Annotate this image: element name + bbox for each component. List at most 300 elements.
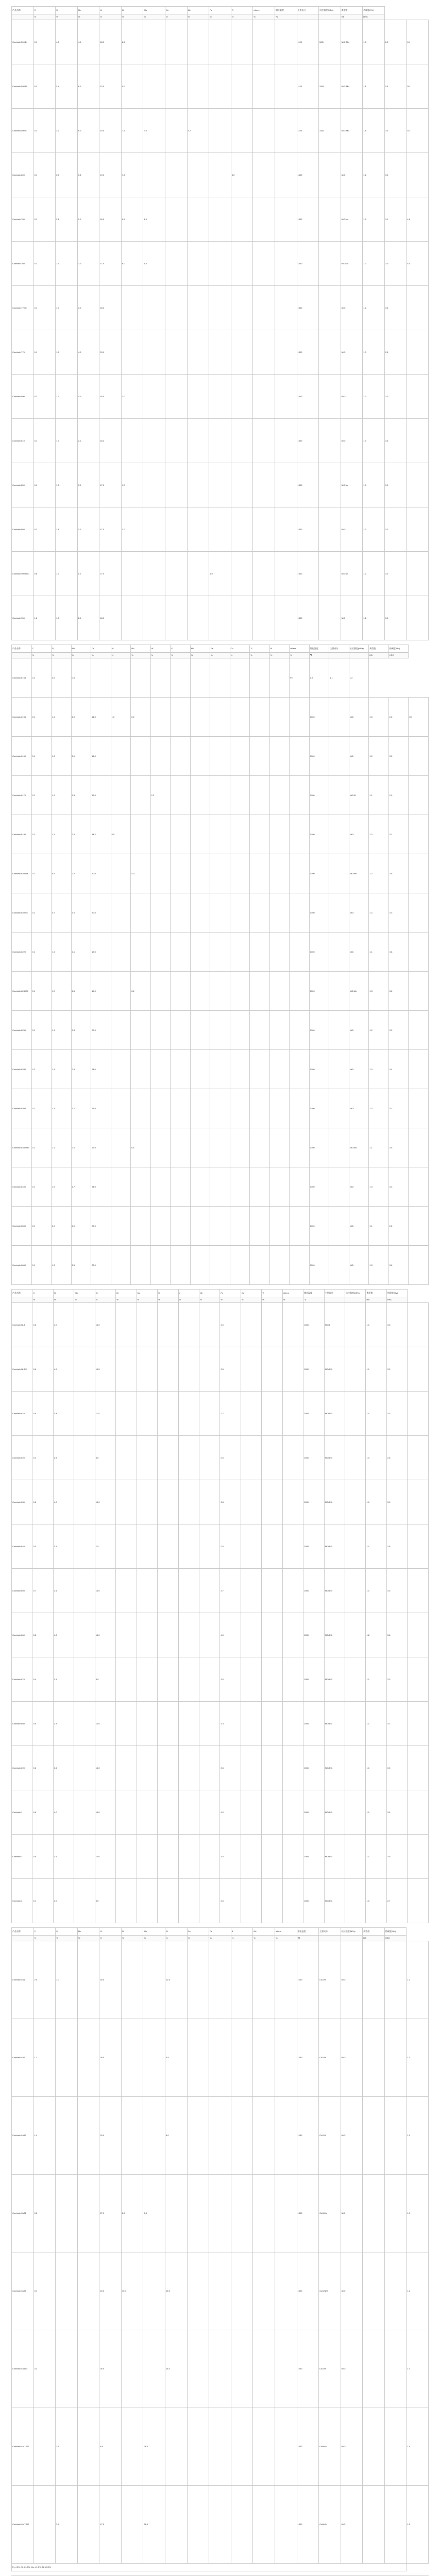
unit-cell: %: [137, 1297, 157, 1303]
table-row: [12, 330, 429, 375]
unit-cell: [345, 1297, 366, 1303]
value-cell: NiCr: [349, 737, 369, 776]
value-cell: [158, 1480, 178, 1524]
value-cell: [121, 2097, 143, 2175]
table-row: [12, 20, 429, 64]
unit-cell: %: [209, 14, 231, 20]
value-cell: [209, 507, 231, 552]
value-cell: 2.1: [71, 737, 91, 776]
value-cell: [178, 1392, 199, 1436]
value-cell: [345, 1303, 366, 1347]
value-cell: [241, 1702, 261, 1746]
table-row: [12, 893, 429, 933]
table-row: [12, 933, 429, 972]
value-cell: [250, 737, 270, 776]
value-cell: 3.3: [388, 1011, 409, 1050]
unit-cell: [349, 653, 369, 658]
value-cell: NiCr-Mo: [341, 109, 363, 153]
value-cell: [199, 1657, 219, 1702]
value-cell: 1.0: [111, 698, 131, 737]
value-cell: 2.2: [150, 776, 171, 815]
unit-cell: %: [143, 14, 165, 20]
table-row: [12, 972, 429, 1011]
value-cell: [253, 2486, 275, 2564]
product-name-cell: Combalo 640: [12, 1524, 32, 1569]
value-cell: [143, 2330, 165, 2408]
value-cell: [111, 933, 131, 972]
value-cell: [74, 1657, 95, 1702]
value-cell: [241, 1303, 261, 1347]
value-cell: 2.9: [388, 776, 409, 815]
value-cell: [262, 1524, 282, 1569]
value-cell: 1.0: [366, 1392, 386, 1436]
value-cell: 14.2: [91, 815, 111, 854]
value-cell: [269, 737, 290, 776]
value-cell: [384, 2486, 407, 2564]
column-header: 熔化温度: [275, 7, 297, 14]
value-cell: [241, 1657, 261, 1702]
value-cell: [131, 933, 151, 972]
value-cell: [187, 2330, 209, 2408]
value-cell: 1.1: [369, 933, 389, 972]
unit-cell: %: [158, 1297, 178, 1303]
value-cell: [290, 776, 310, 815]
column-header: 抗拉强度(MPa): [319, 7, 341, 14]
unit-cell: [324, 1297, 345, 1303]
unit-cell: %: [171, 653, 191, 658]
value-cell: [187, 197, 209, 242]
value-cell: 14.0: [95, 1746, 115, 1790]
column-header: Mo: [143, 7, 165, 14]
value-cell: [111, 1050, 131, 1089]
value-cell: [158, 1657, 178, 1702]
value-cell: 2.1: [77, 419, 99, 463]
value-cell: [275, 2175, 297, 2252]
value-cell: NiCr-Mo: [341, 20, 363, 64]
value-cell: [253, 2408, 275, 2486]
table-row: [12, 1524, 429, 1569]
value-cell: [329, 1050, 349, 1089]
value-cell: [253, 2330, 275, 2408]
product-name-cell: Combalo 6400: [12, 1167, 32, 1207]
column-header: Fe: [210, 645, 230, 653]
value-cell: [231, 286, 253, 330]
unit-cell: %: [178, 1297, 199, 1303]
value-cell: 8.5: [121, 20, 143, 64]
unit-cell: HB: [366, 1297, 386, 1303]
value-cell: [210, 1246, 230, 1285]
value-cell: [187, 552, 209, 596]
value-cell: 3.3: [384, 153, 407, 197]
value-cell: 1.4: [52, 933, 72, 972]
value-cell: 3.5: [53, 1835, 74, 1879]
value-cell: 3.2: [384, 507, 407, 552]
value-cell: [137, 1879, 157, 1923]
value-cell: [178, 1436, 199, 1480]
value-cell: [158, 1746, 178, 1790]
value-cell: [363, 2486, 385, 2564]
value-cell: 0.1: [31, 1246, 52, 1285]
value-cell: [137, 1746, 157, 1790]
column-header: others: [282, 1290, 303, 1297]
value-cell: 3.1: [386, 1702, 407, 1746]
value-cell: [171, 933, 191, 972]
value-cell: 4.0: [220, 1790, 241, 1835]
value-cell: [111, 893, 131, 933]
value-cell: 2.8: [386, 1436, 407, 1480]
value-cell: 2.5: [220, 1436, 241, 1480]
value-cell: [121, 552, 143, 596]
value-cell: [187, 507, 209, 552]
value-cell: [116, 1524, 137, 1569]
value-cell: [250, 854, 270, 893]
value-cell: [319, 242, 341, 286]
value-cell: 1.9: [209, 552, 231, 596]
value-cell: 4.0: [407, 242, 429, 286]
unit-cell: [341, 1936, 363, 1941]
value-cell: [319, 419, 341, 463]
value-cell: [190, 1246, 210, 1285]
value-cell: 1050: [303, 1524, 324, 1569]
value-cell: 4.0: [77, 330, 99, 375]
value-cell: [74, 1879, 95, 1923]
unit-cell: %: [111, 653, 131, 658]
value-cell: [409, 893, 429, 933]
unit-cell: %: [165, 14, 188, 20]
value-cell: [178, 1569, 199, 1613]
value-cell: [409, 854, 429, 893]
value-cell: [74, 1569, 95, 1613]
spec-section: [11, 645, 429, 1285]
product-name-cell: Combalo 500 B: [12, 20, 34, 64]
table-row: [12, 698, 429, 737]
value-cell: 2.0: [77, 507, 99, 552]
value-cell: [408, 1879, 429, 1923]
value-cell: [282, 1524, 303, 1569]
value-cell: [269, 1246, 290, 1285]
table-row: [12, 1569, 429, 1613]
value-cell: [329, 933, 349, 972]
value-cell: [171, 737, 191, 776]
value-cell: [165, 2486, 188, 2564]
value-cell: 1300: [297, 507, 319, 552]
value-cell: [329, 1167, 349, 1207]
value-cell: 17.0: [99, 507, 122, 552]
value-cell: 3.3: [53, 1702, 74, 1746]
value-cell: [121, 1941, 143, 2019]
unit-cell: %: [269, 653, 290, 658]
value-cell: [209, 20, 231, 64]
value-cell: [74, 1347, 95, 1392]
value-cell: NiCrBSi: [324, 1613, 345, 1657]
value-cell: [250, 972, 270, 1011]
value-cell: 16.0: [95, 1613, 115, 1657]
column-header: 典型值: [363, 1928, 385, 1936]
header-row: [12, 7, 429, 14]
value-cell: [209, 242, 231, 286]
value-cell: 3.6: [388, 972, 409, 1011]
value-cell: [209, 2019, 231, 2097]
value-cell: [171, 1011, 191, 1050]
value-cell: 2.5: [71, 1246, 91, 1285]
product-name-cell: Combalo 600: [12, 153, 34, 197]
value-cell: [290, 1011, 310, 1050]
value-cell: NiCr: [341, 2486, 363, 2564]
value-cell: 1300: [309, 893, 329, 933]
value-cell: [290, 698, 310, 737]
value-cell: [77, 2330, 99, 2408]
column-header: Ti: [250, 645, 270, 653]
unit-cell: %: [31, 653, 52, 658]
value-cell: 1.0: [143, 242, 165, 286]
value-cell: [319, 286, 341, 330]
value-cell: 1050: [303, 1879, 324, 1923]
value-cell: 316L: [319, 64, 341, 109]
value-cell: [329, 1128, 349, 1167]
value-cell: [262, 1702, 282, 1746]
value-cell: [408, 1347, 429, 1392]
value-cell: [408, 1835, 429, 1879]
value-cell: [250, 698, 270, 737]
value-cell: [409, 815, 429, 854]
value-cell: [290, 854, 310, 893]
value-cell: [253, 64, 275, 109]
value-cell: 0.1: [33, 109, 56, 153]
value-cell: 0.1: [31, 893, 52, 933]
value-cell: [190, 776, 210, 815]
value-cell: [56, 2019, 78, 2097]
value-cell: 1.8: [56, 330, 78, 375]
value-cell: [282, 1303, 303, 1347]
value-cell: [230, 815, 250, 854]
value-cell: 28.0: [99, 2019, 122, 2097]
value-cell: 30.0: [99, 1941, 122, 2019]
value-cell: NiCr: [349, 1246, 369, 1285]
value-cell: [250, 893, 270, 933]
value-cell: [250, 815, 270, 854]
value-cell: 3.1: [53, 1657, 74, 1702]
value-cell: 1200: [297, 1941, 319, 2019]
value-cell: [407, 330, 429, 375]
value-cell: 0.5: [32, 1835, 53, 1879]
value-cell: 16: [407, 109, 429, 153]
value-cell: NiCrMo: [349, 854, 369, 893]
value-cell: [171, 1167, 191, 1207]
value-cell: 3.0: [53, 1879, 74, 1923]
value-cell: 4.0: [53, 1480, 74, 1524]
value-cell: 1120: [297, 20, 319, 64]
unit-cell: %: [56, 14, 78, 20]
value-cell: 0.8: [32, 1613, 53, 1657]
value-cell: 1.5: [56, 463, 78, 507]
value-cell: [230, 698, 250, 737]
value-cell: [253, 2175, 275, 2252]
value-cell: 1050: [303, 1347, 324, 1392]
value-cell: 1.0: [121, 463, 143, 507]
value-cell: 14.0: [165, 2330, 188, 2408]
value-cell: NiCrBSi: [324, 1347, 345, 1392]
value-cell: NiCrBSi: [324, 1569, 345, 1613]
value-cell: [275, 197, 297, 242]
value-cell: 3.8: [53, 1436, 74, 1480]
unit-cell: ℃: [275, 14, 297, 20]
column-header: Cr: [95, 1290, 115, 1297]
value-cell: [178, 1613, 199, 1657]
value-cell: 1050: [303, 1790, 324, 1835]
value-cell: 19.0: [91, 933, 111, 972]
value-cell: [329, 1089, 349, 1128]
column-header: 抗拉强度(MPa): [341, 1928, 363, 1936]
value-cell: [111, 1207, 131, 1246]
value-cell: [187, 463, 209, 507]
spec-section: [11, 6, 429, 640]
value-cell: [131, 1167, 151, 1207]
value-cell: 1.5: [407, 2486, 429, 2564]
value-cell: [143, 507, 165, 552]
value-cell: NiCr: [341, 507, 363, 552]
header-row: [12, 1290, 429, 1297]
unit-row: [12, 653, 429, 658]
value-cell: [74, 1613, 95, 1657]
value-cell: NiCr: [341, 153, 363, 197]
value-cell: [363, 2097, 385, 2175]
value-cell: NiCrB: [324, 1303, 345, 1347]
value-cell: [269, 1128, 290, 1167]
value-cell: 0.1: [31, 776, 52, 815]
product-name-cell: Combalo 500 N: [12, 64, 34, 109]
value-cell: [230, 1050, 250, 1089]
value-cell: 0.4: [32, 1879, 53, 1923]
value-cell: [165, 330, 188, 375]
value-cell: 0.1: [33, 330, 56, 375]
value-cell: [111, 1011, 131, 1050]
value-cell: [131, 1011, 151, 1050]
value-cell: [165, 552, 188, 596]
value-cell: [231, 242, 253, 286]
value-cell: [77, 2097, 99, 2175]
product-name-cell: Combalo 690: [12, 1746, 32, 1790]
value-cell: 0.8: [77, 153, 99, 197]
table-row: [12, 1879, 429, 1923]
spec-table: [11, 645, 429, 1285]
column-header: 主要成分: [329, 645, 349, 653]
product-name-cell: Combalo 6153: [12, 658, 32, 698]
value-cell: [187, 2408, 209, 2486]
unit-cell: %: [253, 14, 275, 20]
value-cell: 1050: [303, 1702, 324, 1746]
value-cell: [165, 197, 188, 242]
value-cell: [187, 64, 209, 109]
value-cell: [282, 1790, 303, 1835]
value-cell: [150, 854, 171, 893]
value-cell: [190, 1089, 210, 1128]
value-cell: 1.6: [363, 109, 385, 153]
unit-cell: %: [53, 1297, 74, 1303]
value-cell: [231, 2097, 253, 2175]
product-name-cell: Combalo 660: [12, 1613, 32, 1657]
value-cell: 1300: [309, 972, 329, 1011]
table-row: [12, 242, 429, 286]
value-cell: [253, 286, 275, 330]
value-cell: 2.8: [71, 776, 91, 815]
value-cell: 50Cr: [319, 20, 341, 64]
unit-cell: %: [275, 1936, 297, 1941]
value-cell: [363, 2408, 385, 2486]
value-cell: [210, 1167, 230, 1207]
product-name-cell: Combalo 800: [12, 375, 34, 419]
value-cell: 19.0: [99, 153, 122, 197]
value-cell: [269, 815, 290, 854]
value-cell: 1300: [297, 330, 319, 375]
value-cell: 17.0: [99, 242, 122, 286]
value-cell: [384, 1941, 407, 2019]
value-cell: 1.1: [366, 1835, 386, 1879]
column-header: Mo: [131, 645, 151, 653]
value-cell: 12.0: [95, 1835, 115, 1879]
value-cell: NiCrBSi: [324, 1657, 345, 1702]
value-cell: [231, 2252, 253, 2330]
value-cell: [158, 1524, 178, 1569]
value-cell: 1050: [303, 1480, 324, 1524]
table-row: [12, 1613, 429, 1657]
value-cell: [329, 776, 349, 815]
value-cell: Fe: [290, 658, 310, 698]
value-cell: 1.2: [363, 596, 385, 640]
value-cell: [111, 737, 131, 776]
value-cell: [131, 1246, 151, 1285]
value-cell: [290, 933, 310, 972]
unit-cell: %: [187, 1936, 209, 1941]
value-cell: 1.2: [363, 197, 385, 242]
value-cell: [275, 64, 297, 109]
value-cell: [282, 1436, 303, 1480]
value-cell: 0.1: [31, 972, 52, 1011]
product-name-cell: Combalo Co T800: [12, 2486, 34, 2564]
value-cell: [158, 1303, 178, 1347]
table-row: [12, 1303, 429, 1347]
value-cell: [290, 815, 310, 854]
product-name-cell: Combalo 6500: [12, 1207, 32, 1246]
value-cell: [137, 1790, 157, 1835]
value-cell: [230, 1128, 250, 1167]
value-cell: [190, 972, 210, 1011]
value-cell: [131, 815, 151, 854]
value-cell: [116, 1347, 137, 1392]
value-cell: NiCr: [341, 2175, 363, 2252]
value-cell: 5.5: [143, 2175, 165, 2252]
value-cell: 1.0: [363, 20, 385, 64]
column-header: 产品名称: [12, 645, 32, 653]
value-cell: [210, 1089, 230, 1128]
value-cell: 3.0: [77, 286, 99, 330]
column-header: 典型值: [369, 645, 389, 653]
value-cell: [137, 1436, 157, 1480]
value-cell: [187, 2097, 209, 2175]
product-name-cell: Combalo 6220: [12, 933, 32, 972]
unit-cell: %: [56, 1936, 78, 1941]
value-cell: [143, 2019, 165, 2097]
value-cell: [230, 1089, 250, 1128]
value-cell: 1.6: [52, 1167, 72, 1207]
value-cell: 1300: [309, 1089, 329, 1128]
value-cell: [269, 1089, 290, 1128]
value-cell: 15.0: [99, 109, 122, 153]
value-cell: NiCr: [349, 1089, 369, 1128]
column-header: 热硬度(HV): [363, 7, 385, 14]
value-cell: 13: [407, 20, 429, 64]
value-cell: 1.8: [56, 507, 78, 552]
value-cell: [250, 1246, 270, 1285]
